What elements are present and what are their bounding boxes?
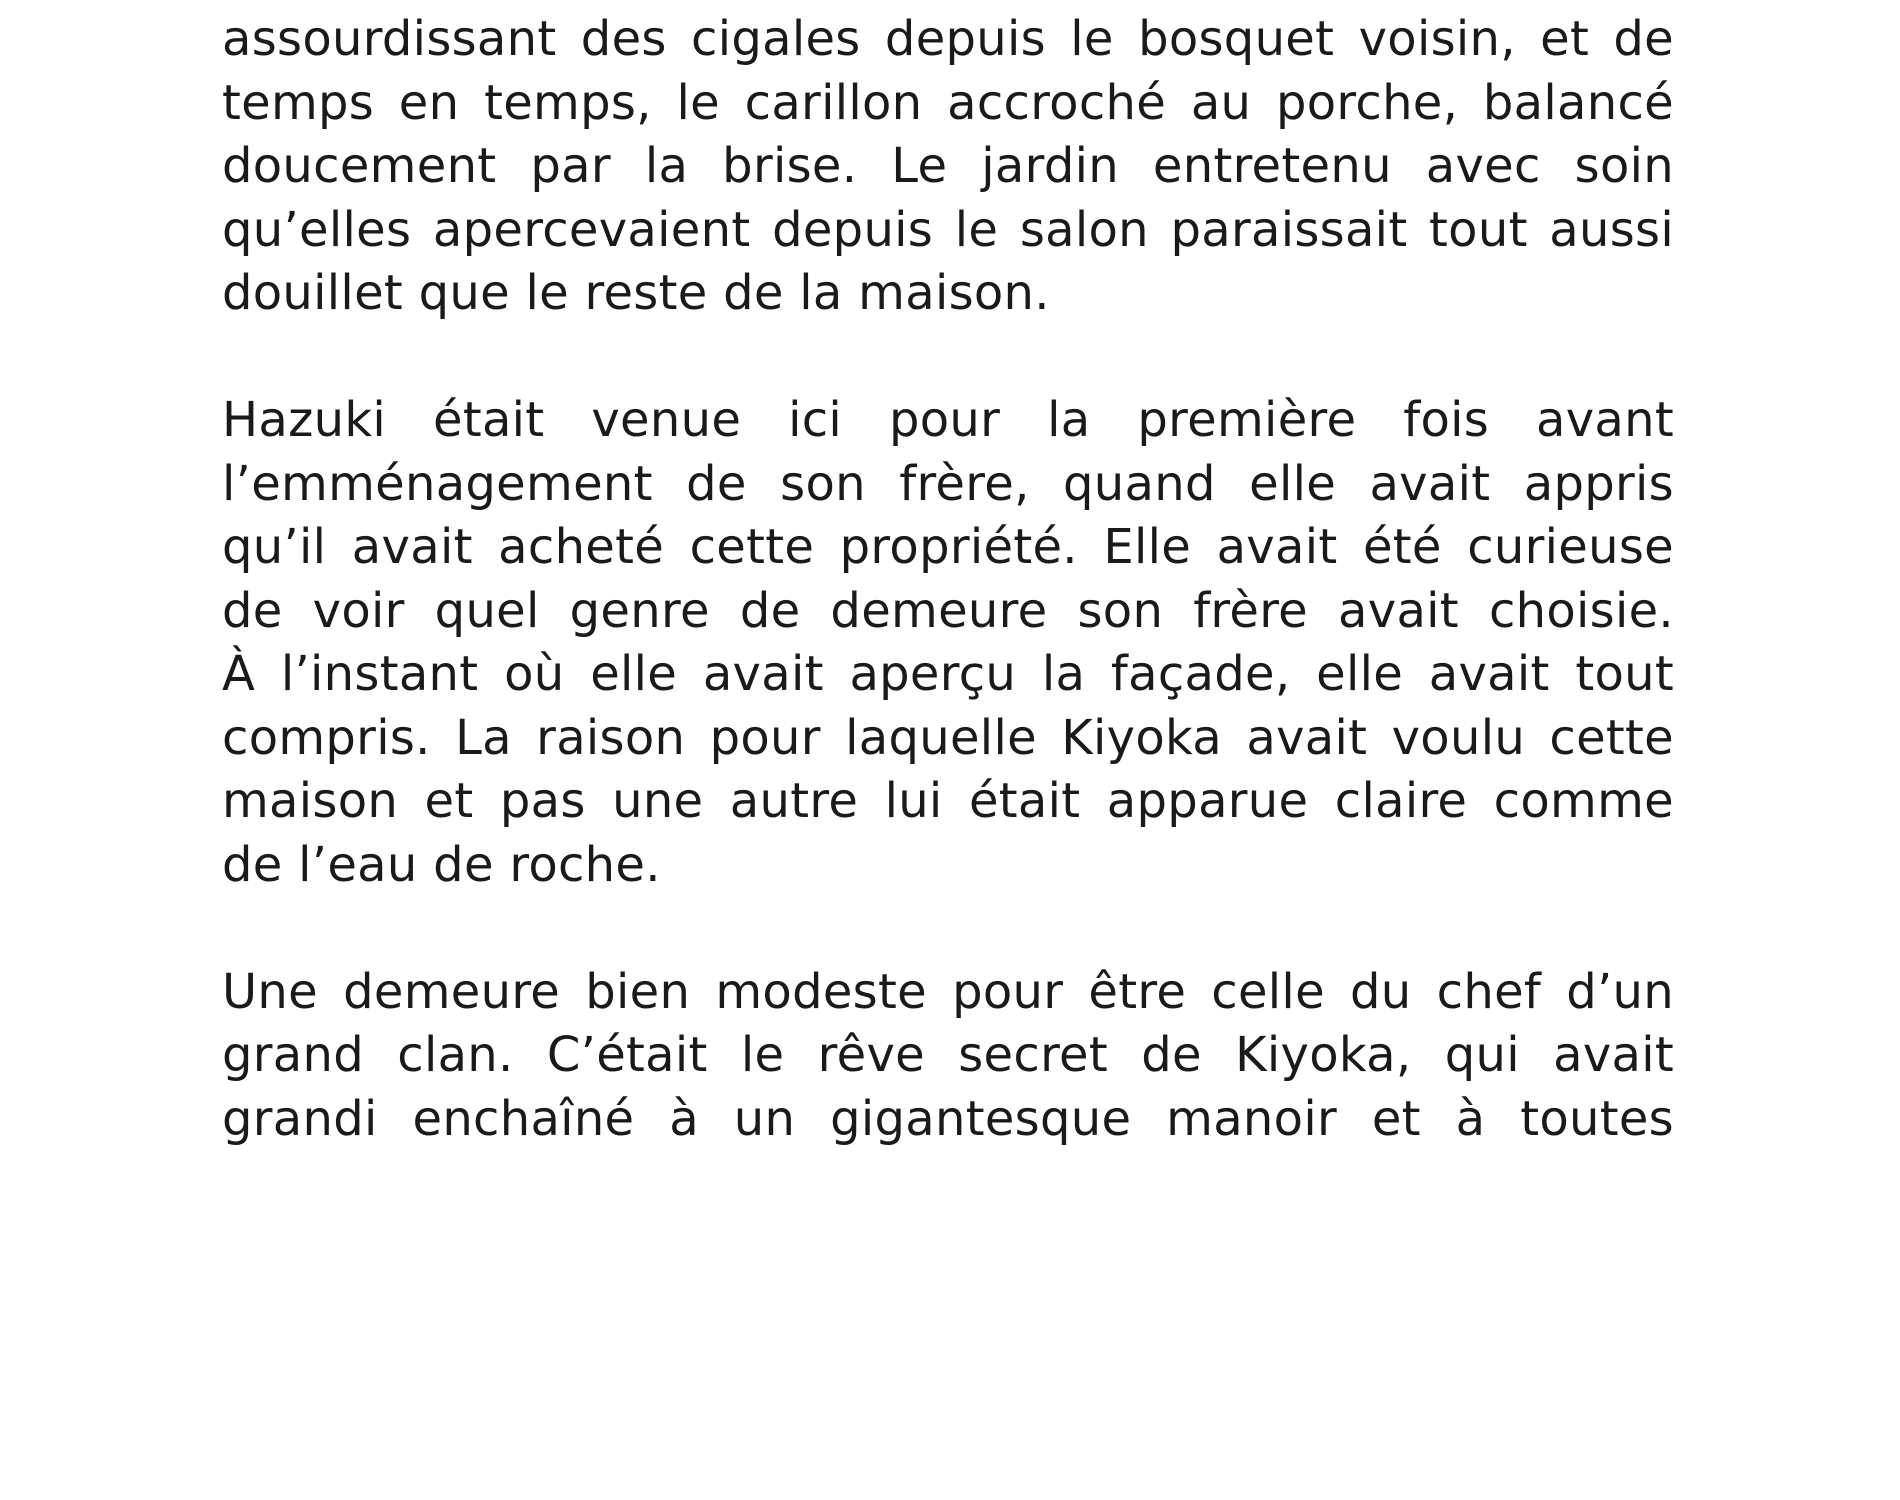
paragraph-2 [222,389,1674,897]
text-line: assourdissant des cigales depuis le bosquet voisin, et de [222,11,1674,67]
text-line: temps en temps, le carillon accroché au porche, balancé [222,74,1674,131]
text-line: maison et pas une autre lui était apparue claire comme [222,773,1674,829]
text-line: doucement par la brise. Le jardin entretenu avec soin [222,138,1674,194]
text-line: Une demeure bien modeste pour être celle du chef d’un [222,963,1674,1020]
text-line: À l’instant où elle avait aperçu la façade, elle avait tout [222,646,1674,702]
text-line: douillet que le reste de la maison. [222,265,1050,321]
paragraph-1 [222,0,1674,326]
paragraph-gap [222,326,1674,390]
paragraph-gap [222,897,1674,961]
text-line: grandi enchaîné à un gigantesque manoir et à toutes [222,1090,1674,1147]
text-line: qu’elles apercevaient depuis le salon paraissait tout aussi [222,201,1674,258]
text-line: de voir quel genre de demeure son frère avait choisie. [222,582,1674,639]
text-line: l’emménagement de son frère, quand elle avait appris [222,455,1674,512]
text-line: qu’il avait acheté cette propriété. Elle avait été curieuse [222,519,1674,575]
body-text [222,0,1674,1151]
text-line: Hazuki était venue ici pour la première fois avant [222,392,1674,448]
text-line: de l’eau de roche. [222,836,661,893]
text-line: grand clan. C’était le rêve secret de Kiyoka, qui avait [222,1027,1674,1083]
paragraph-3 [222,961,1674,1152]
text-line: compris. La raison pour laquelle Kiyoka avait voulu cette [222,709,1674,766]
